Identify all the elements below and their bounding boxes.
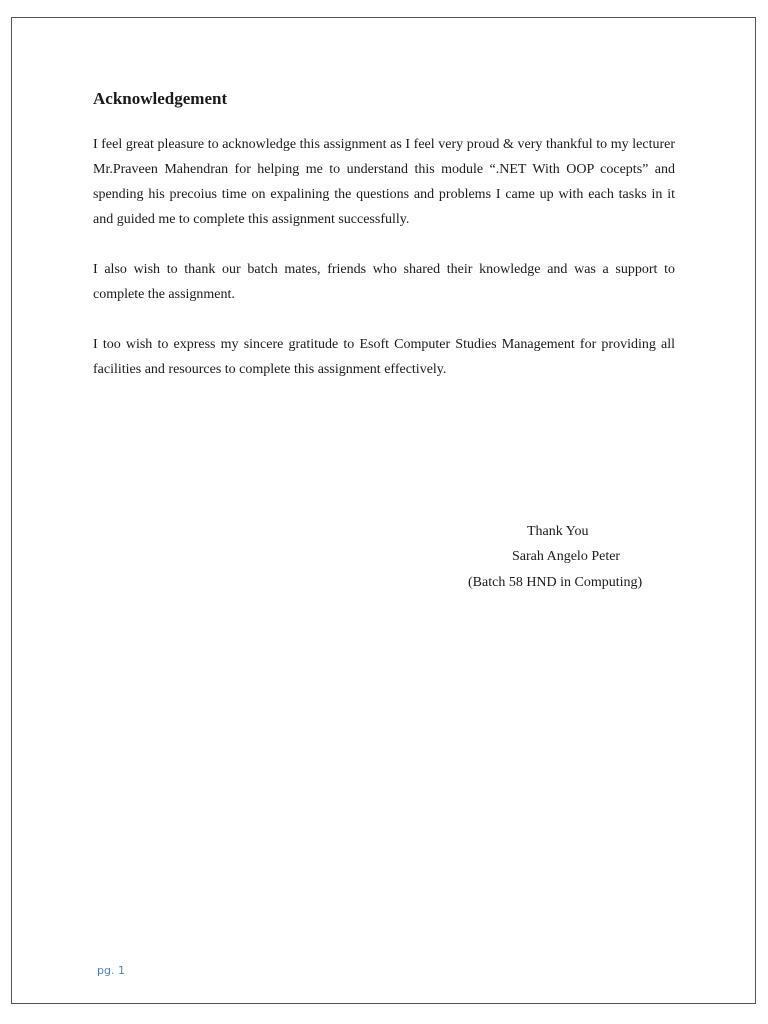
paragraph-2: I also wish to thank our batch mates, friends who shared their knowledge and was a support to complete the assignment. [93,262,675,302]
signature-closing: Thank You [527,524,589,539]
document-body [93,86,675,407]
signature-name: Sarah Angelo Peter [512,549,621,564]
paragraph-1: I feel great pleasure to acknowledge this assignment as I feel very proud & very thankful to my lecturer Mr.Praveen Mahendran for helping me to understand this module “.NET With OOP cocepts” and spending his precoius time on expalining the questions and problems I came up with each tasks in it and guided me to complete this assignment successfully. [93,137,675,227]
page-title: Acknowledgement [93,89,228,108]
paragraph-3: I too wish to express my sincere gratitude to Esoft Computer Studies Management for providing all facilities and resources to complete this assignment effectively. [93,337,675,377]
page-number: pg. 1 [97,964,125,977]
signature-batch: (Batch 58 HND in Computing) [468,575,643,590]
